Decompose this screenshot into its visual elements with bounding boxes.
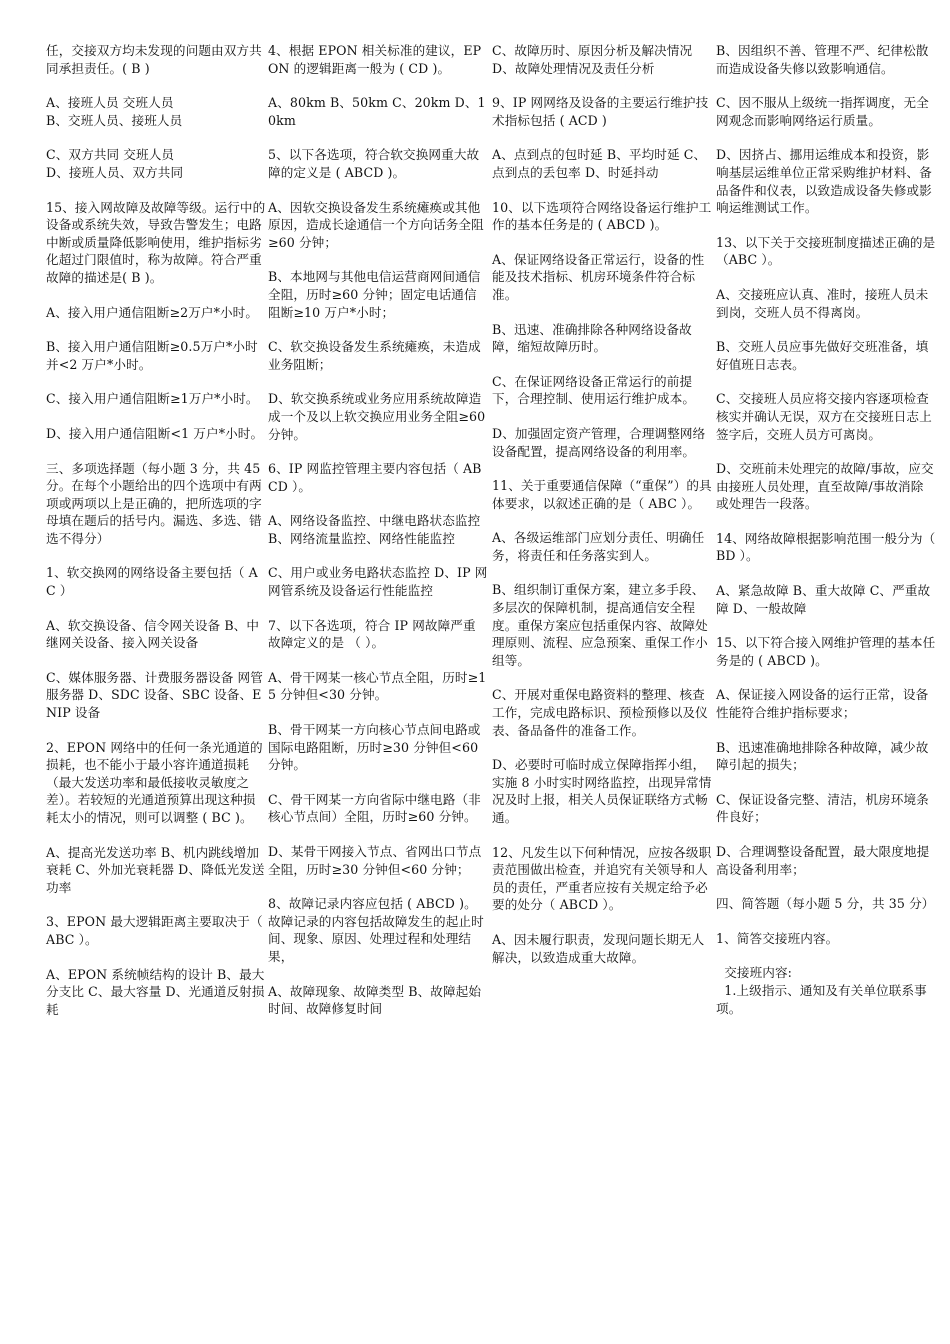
text-paragraph: C、接入用户通信阻断≥1万户*小时。 bbox=[46, 391, 259, 407]
text-paragraph: 9、IP 网网络及设备的主要运行维护技术指标包括 ( ACD ) bbox=[492, 95, 709, 128]
text-paragraph: C、双方共同 交班人员 D、接班人员、双方共同 bbox=[46, 147, 184, 180]
text-paragraph: 15、以下符合接入网维护管理的基本任务是的 ( ABCD )。 bbox=[716, 635, 936, 668]
text-paragraph: 5、以下各选项，符合软交换网重大故障的定义是 ( ABCD )。 bbox=[268, 147, 480, 180]
text-paragraph: B、交班人员应事先做好交班准备，填好值班日志表。 bbox=[716, 339, 929, 372]
text-paragraph: A、点到点的包时延 B、平均时延 C、点到点的丢包率 D、时延抖动 bbox=[492, 147, 707, 180]
text-paragraph: D、接入用户通信阻断<1 万户*小时。 bbox=[46, 425, 264, 441]
text-column-3 bbox=[492, 42, 712, 983]
text-paragraph: A、故障现象、故障类型 B、故障起始时间、故障修复时间 bbox=[268, 983, 482, 1017]
text-paragraph: D、软交换系统或业务应用系统故障造成一个及以上软交换应用业务全阻≥60 分钟。 bbox=[268, 391, 490, 442]
text-paragraph: A、各级运维部门应划分责任、明确任务，将责任和任务落实到人。 bbox=[492, 530, 705, 563]
text-paragraph: 1、简答交接班内容。 bbox=[716, 930, 839, 946]
text-paragraph: C、因不服从上级统一指挥调度，无全网观念而影响网络运行质量。 bbox=[716, 95, 929, 128]
text-paragraph: 10、以下选项符合网络设备运行维护工作的基本任务是的 ( ABCD )。 bbox=[492, 199, 712, 233]
text-paragraph: A、接班人员 交班人员 B、交班人员、接班人员 bbox=[46, 95, 183, 128]
text-paragraph: 15、接入网故障及故障等级。运行中的设备或系统失效，导致告警发生；电路中断或质量降低影响使用，维护指标劣化超过门限值时，称为故障。符合严重故障的描述是( B )。 bbox=[46, 199, 266, 285]
text-paragraph: D、某骨干网接入节点、省网出口节点全阻，历时≥30 分钟但<60 分钟； bbox=[268, 844, 482, 877]
text-paragraph: 4、根据 EPON 相关标准的建议，EPON 的逻辑距离一般为 ( CD )。 bbox=[268, 43, 482, 76]
text-paragraph: A、80km B、50km C、20km D、10km bbox=[268, 95, 486, 128]
text-paragraph: B、迅速准确地排除各种故障，减少故障引起的损失； bbox=[716, 739, 929, 773]
text-paragraph: 三、多项选择题（每小题 3 分，共 45 分。在每个小题给出的四个选项中有两项或两项以上是正确的，把所选项的字母填在题后的括号内。漏选、多选、错选不得分） bbox=[46, 460, 265, 546]
text-paragraph: C、媒体服务器、计费服务器设备 网管服务器 D、SDC 设备、SBC 设备、ENIP 设备 bbox=[46, 669, 263, 721]
text-column-1 bbox=[46, 42, 266, 1035]
text-paragraph: C、软交换设备发生系统瘫痪，未造成业务阻断； bbox=[268, 339, 481, 372]
text-paragraph: A、软交换设备、信令网关设备 B、中继网关设备、接入网关设备 bbox=[46, 617, 260, 651]
text-paragraph: 14、网络故障根据影响范围一般分为（ BD ）。 bbox=[716, 530, 940, 564]
text-paragraph: C、故障历时、原因分析及解决情况 D、故障处理情况及责任分析 bbox=[492, 43, 697, 76]
text-paragraph: B、骨干网某一方向核心节点间电路或国际电路阻断，历时≥30 分钟但<60 分钟。 bbox=[268, 722, 483, 773]
text-paragraph: A、紧急故障 B、重大故障 C、严重故障 D、一般故障 bbox=[716, 583, 931, 616]
text-paragraph: 7、以下各选项，符合 IP 网故障严重故障定义的是 （ ）。 bbox=[268, 617, 476, 651]
text-paragraph: D、因挤占、挪用运维成本和投资，影响基层运维单位正常采购维护材料、备品备件和仪表，以致造成设备失修或影响运维测试工作。 bbox=[716, 147, 932, 216]
text-column-2 bbox=[268, 42, 488, 1035]
text-paragraph: B、组织制订重保方案，建立多手段、多层次的保障机制，提高通信安全程度。重保方案应包括重保内容、故障处理原则、流程、应急预案、重保工作小组等。 bbox=[492, 582, 708, 668]
text-paragraph: C、骨干网某一方向省际中继电路（非核心节点间）全阻，历时≥60 分钟。 bbox=[268, 791, 481, 825]
text-paragraph: B、接入用户通信阻断≥0.5万户*小时并<2 万户*小时。 bbox=[46, 339, 258, 372]
text-paragraph: B、本地网与其他电信运营商网间通信全阻，历时≥60 分钟；固定电话通信阻断≥10 万户*小时； bbox=[268, 269, 481, 320]
text-paragraph: A、接入用户通信阻断≥2万户*小时。 bbox=[46, 304, 259, 320]
text-paragraph: C、在保证网络设备正常运行的前提下，合理控制、使用运行维护成本。 bbox=[492, 373, 696, 407]
text-paragraph: C、用户或业务电路状态监控 D、IP 网网管系统及设备运行性能监控 bbox=[268, 565, 488, 599]
text-paragraph: C、交接班人员应将交接内容逐项检查核实并确认无误，双方在交接班日志上签字后，交班人员方可离岗。 bbox=[716, 391, 932, 442]
text-paragraph: 12、凡发生以下何种情况，应按各级职责范围做出检查，并追究有关领导和人员的责任，严重者应按有关规定给予必要的处分（ ABCD ）。 bbox=[492, 844, 712, 913]
text-paragraph: B、迅速、准确排除各种网络设备故障，缩短故障历时。 bbox=[492, 321, 692, 355]
text-paragraph: A、交接班应认真、准时，接班人员未到岗，交班人员不得离岗。 bbox=[716, 286, 929, 320]
text-paragraph: 1、软交换网的网络设备主要包括（ AC ） bbox=[46, 565, 258, 599]
text-paragraph: C、开展对重保电路资料的整理、核查工作，完成电路标识、预检预修以及仪表、备品备件的准备工作。 bbox=[492, 687, 708, 738]
text-paragraph: 交接班内容: 1.上级指示、通知及有关单位联系事项。 bbox=[716, 965, 927, 1016]
text-paragraph: A、骨干网某一核心节点全阻，历时≥15 分钟但<30 分钟。 bbox=[268, 669, 487, 703]
text-paragraph: C、保证设备完整、清洁，机房环境条件良好； bbox=[716, 791, 929, 825]
text-paragraph: A、因未履行职责，发现问题长期无人解决，以致造成重大故障。 bbox=[492, 931, 705, 965]
text-column-4 bbox=[716, 42, 940, 1034]
text-paragraph: B、因组织不善、管理不严、纪律松散而造成设备失修以致影响通信。 bbox=[716, 43, 929, 76]
text-paragraph: 11、关于重要通信保障（“重保”）的具体要求，以叙述正确的是（ ABC ）。 bbox=[492, 478, 712, 511]
text-paragraph: 四、简答题（每小题 5 分，共 35 分） bbox=[716, 896, 935, 912]
text-paragraph: D、交班前未处理完的故障/事故，应交由接班人员处理，直至故障/事故消除或处理告一段落。 bbox=[716, 461, 934, 512]
text-paragraph: 6、IP 网监控管理主要内容包括（ ABCD ）。 bbox=[268, 461, 482, 494]
text-paragraph: A、保证接入网设备的运行正常，设备性能符合维护指标要求； bbox=[716, 687, 929, 721]
text-paragraph: A、保证网络设备正常运行，设备的性能及技术指标、机房环境条件符合标准。 bbox=[492, 251, 705, 302]
text-paragraph: D、合理调整设备配置，最大限度地提高设备利用率； bbox=[716, 844, 930, 877]
text-paragraph: 8、故障记录内容应包括 ( ABCD )。故障记录的内容包括故障发生的起止时间、现象、原因、处理过程和处理结果， bbox=[268, 896, 484, 964]
text-paragraph: 13、以下关于交接班制度描述正确的是（ABC ）。 bbox=[716, 234, 936, 268]
text-paragraph: A、提高光发送功率 B、机内跳线增加衰耗 C、外加光衰耗器 D、降低光发送功率 bbox=[46, 844, 265, 895]
text-paragraph: 任，交接双方均未发现的问题由双方共同承担责任。( B ) bbox=[46, 43, 262, 76]
text-paragraph: A、网络设备监控、中继电路状态监控 B、网络流量监控、网络性能监控 bbox=[268, 513, 485, 546]
text-paragraph: 2、EPON 网络中的任何一条光通道的损耗，也不能小于最小容许通道损耗（最大发送功率和最低接收灵敏度之差）。若较短的光通道预算出现这种损耗太小的情况，则可以调整 ( BC )。 bbox=[46, 739, 263, 825]
text-paragraph: A、EPON 系统帧结构的设计 B、最大分支比 C、最大容量 D、光通道反射损耗 bbox=[46, 966, 265, 1017]
text-paragraph: A、因软交换设备发生系统瘫痪或其他原因，造成长途通信一个方向话务全阻≥60 分钟； bbox=[268, 199, 484, 250]
text-paragraph: D、加强固定资产管理，合理调整网络设备配置，提高网络设备的利用率。 bbox=[492, 425, 706, 459]
text-paragraph: D、必要时可临时成立保障指挥小组，实施 8 小时实时网络监控，出现异常情况及时上报，相关人员保证联络方式畅通。 bbox=[492, 757, 712, 825]
text-paragraph: 3、EPON 最大逻辑距离主要取决于（ ABC ）。 bbox=[46, 914, 267, 947]
